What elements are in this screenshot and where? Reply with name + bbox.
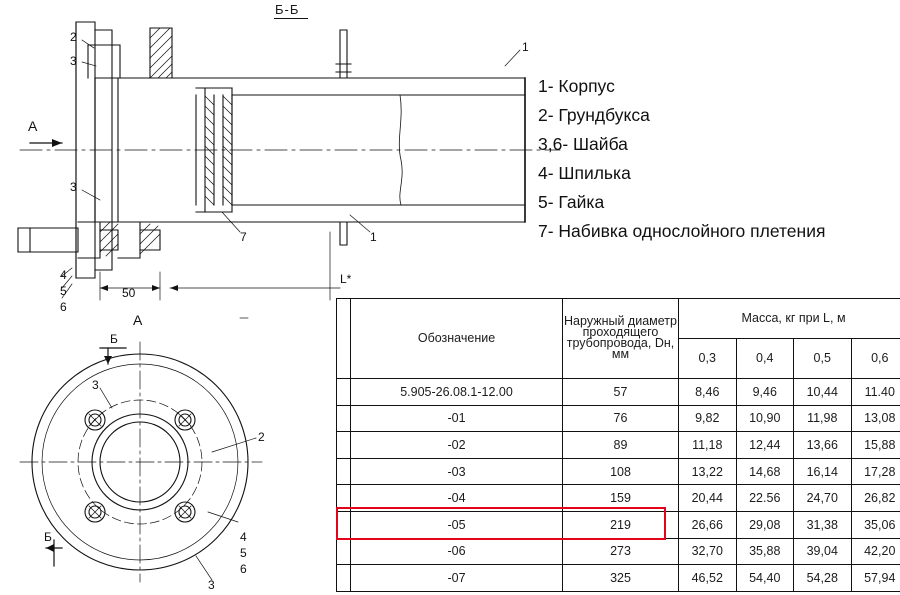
cell-diameter: 76 xyxy=(563,405,679,432)
cell-mass-05: 10,44 xyxy=(794,378,852,405)
callout-6-bottom: 6 xyxy=(60,300,67,314)
callout-2-top: 2 xyxy=(70,30,77,44)
view-letter-a-bottom: A xyxy=(133,312,143,328)
cell-mass-06: 15,88 xyxy=(851,432,900,459)
table-row[interactable] xyxy=(337,565,900,592)
callout-5-front: 5 xyxy=(240,546,247,560)
cell-mass-04: 35,88 xyxy=(736,538,794,565)
callout-3-top: 3 xyxy=(70,54,77,68)
cell-mass-03: 13,22 xyxy=(679,458,737,485)
section-letter-b-bottom: Б xyxy=(44,530,52,544)
section-letter-b-top: Б xyxy=(110,332,118,346)
table-row[interactable] xyxy=(337,432,900,459)
cell-mass-03: 32,70 xyxy=(679,538,737,565)
callout-2-front: 2 xyxy=(258,430,265,444)
cell-mass-03: 46,52 xyxy=(679,565,737,592)
legend-item: 3,6- Шайба xyxy=(538,134,628,154)
callout-4-front: 4 xyxy=(240,530,247,544)
header-mass: Масса, кг при L, м xyxy=(679,299,900,339)
cell-mass-06: 35,06 xyxy=(851,512,900,539)
table-row[interactable] xyxy=(337,485,900,512)
cell-mass-05: 13,66 xyxy=(794,432,852,459)
callout-5-bottom: 5 xyxy=(60,284,67,298)
cell-mass-03: 20,44 xyxy=(679,485,737,512)
header-L-05: 0,5 xyxy=(794,338,852,378)
row-marker-cell xyxy=(337,432,351,459)
row-marker-cell xyxy=(337,538,351,565)
row-marker-cell xyxy=(337,378,351,405)
row-marker-cell xyxy=(337,458,351,485)
table-row[interactable] xyxy=(337,405,900,432)
table-header-row xyxy=(337,299,900,339)
parts-legend xyxy=(538,72,898,246)
cell-designation: -03 xyxy=(351,458,563,485)
row-marker-cell xyxy=(337,405,351,432)
specification-table xyxy=(336,298,894,592)
cell-designation: -01 xyxy=(351,405,563,432)
cell-mass-05: 16,14 xyxy=(794,458,852,485)
cell-designation: -04 xyxy=(351,485,563,512)
cell-mass-04: 12,44 xyxy=(736,432,794,459)
callout-1-top-right: 1 xyxy=(522,40,529,54)
callout-3-mid: 3 xyxy=(70,180,77,194)
cell-mass-05: 24,70 xyxy=(794,485,852,512)
cell-diameter: 219 xyxy=(563,512,679,539)
cell-mass-04: 14,68 xyxy=(736,458,794,485)
cell-mass-05: 54,28 xyxy=(794,565,852,592)
row-marker-cell xyxy=(337,512,351,539)
cell-diameter: 325 xyxy=(563,565,679,592)
cell-diameter: 273 xyxy=(563,538,679,565)
row-marker-cell xyxy=(337,565,351,592)
legend-item: 7- Набивка однослойного плетения xyxy=(538,221,826,241)
dimension-50: 50 xyxy=(122,286,136,300)
row-marker-cell xyxy=(337,485,351,512)
cell-mass-05: 39,04 xyxy=(794,538,852,565)
header-L-03: 0,3 xyxy=(679,338,737,378)
cell-designation: -07 xyxy=(351,565,563,592)
section-title-underline xyxy=(274,18,308,19)
cell-designation: -05 xyxy=(351,512,563,539)
callout-3-front-top: 3 xyxy=(92,378,99,392)
cell-mass-03: 11,18 xyxy=(679,432,737,459)
cell-designation: 5.905-26.08.1-12.00 xyxy=(351,378,563,405)
section-title-bb: Б-Б xyxy=(275,2,300,17)
cell-mass-04: 29,08 xyxy=(736,512,794,539)
callout-7: 7 xyxy=(240,230,247,244)
cell-mass-06: 11.40 xyxy=(851,378,900,405)
cell-designation: -06 xyxy=(351,538,563,565)
callout-6-front: 6 xyxy=(240,562,247,576)
cell-mass-06: 42,20 xyxy=(851,538,900,565)
table-row[interactable] xyxy=(337,378,900,405)
legend-item: 5- Гайка xyxy=(538,192,605,212)
cell-mass-04: 54,40 xyxy=(736,565,794,592)
header-L-06: 0,6 xyxy=(851,338,900,378)
legend-item: 2- Грундбукса xyxy=(538,105,650,125)
table-row[interactable] xyxy=(337,458,900,485)
table-left-margin-cell xyxy=(337,299,351,379)
legend-item: 1- Корпус xyxy=(538,76,615,96)
table-row-highlighted[interactable] xyxy=(337,512,900,539)
cell-mass-04: 10,90 xyxy=(736,405,794,432)
cell-mass-04: 22.56 xyxy=(736,485,794,512)
cell-mass-04: 9,46 xyxy=(736,378,794,405)
view-letter-a-left: A xyxy=(28,118,38,134)
cell-diameter: 108 xyxy=(563,458,679,485)
header-outer-diameter: Наружный диаметр проходящего трубопровода, Dн, мм xyxy=(563,299,679,379)
cell-mass-06: 57,94 xyxy=(851,565,900,592)
cell-mass-03: 8,46 xyxy=(679,378,737,405)
legend-item: 4- Шпилька xyxy=(538,163,631,183)
cell-mass-06: 26,82 xyxy=(851,485,900,512)
cell-mass-03: 26,66 xyxy=(679,512,737,539)
cell-mass-06: 17,28 xyxy=(851,458,900,485)
header-designation: Обозначение xyxy=(351,299,563,379)
header-L-04: 0,4 xyxy=(736,338,794,378)
callout-1-bottom: 1 xyxy=(370,230,377,244)
cell-designation: -02 xyxy=(351,432,563,459)
cell-diameter: 159 xyxy=(563,485,679,512)
cell-mass-06: 13,08 xyxy=(851,405,900,432)
callout-4-bottom: 4 xyxy=(60,268,67,282)
cell-mass-05: 11,98 xyxy=(794,405,852,432)
cell-mass-03: 9,82 xyxy=(679,405,737,432)
table-row[interactable] xyxy=(337,538,900,565)
dimension-L: L* xyxy=(340,272,352,286)
cell-mass-05: 31,38 xyxy=(794,512,852,539)
cell-diameter: 89 xyxy=(563,432,679,459)
cell-diameter: 57 xyxy=(563,378,679,405)
callout-3-front-bottom: 3 xyxy=(208,578,215,592)
